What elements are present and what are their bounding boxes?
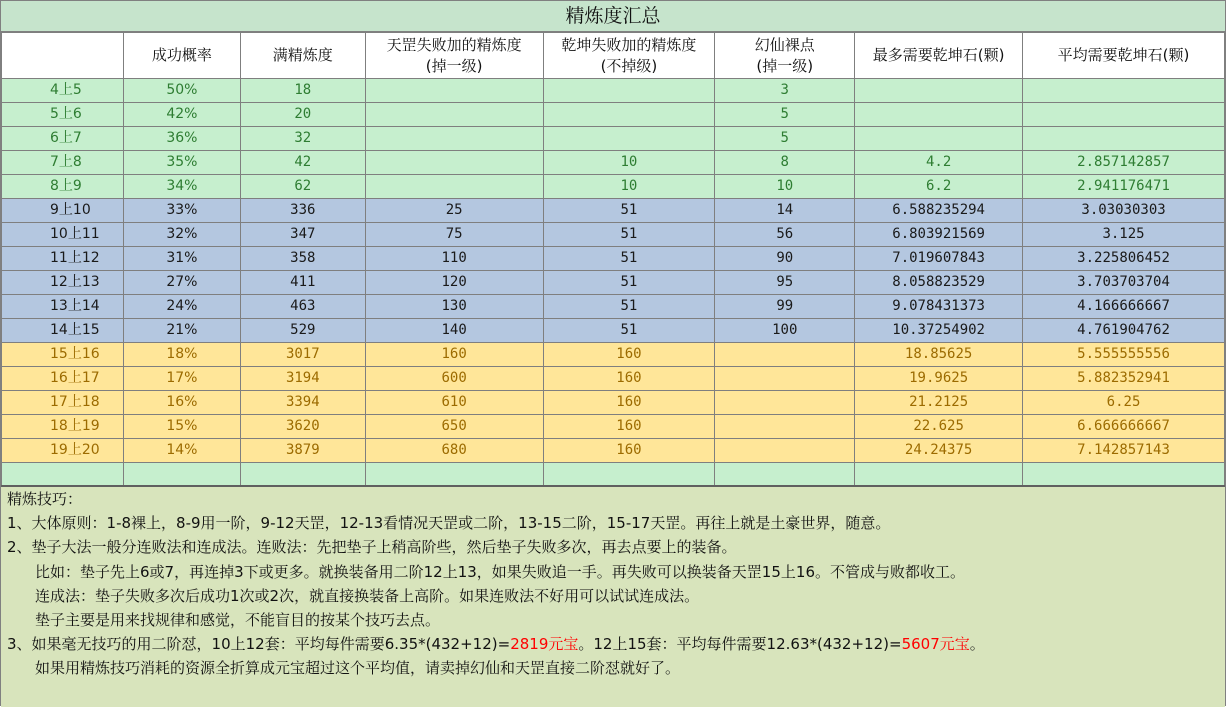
table-cell[interactable]: 7.019607843 [855, 247, 1023, 271]
sheet-title: 精炼度汇总 [1, 1, 1225, 32]
table-cell[interactable]: 34% [123, 175, 240, 199]
column-header [2, 33, 124, 79]
table-cell[interactable]: 10 [715, 175, 855, 199]
table-cell[interactable]: 3.703703704 [1023, 271, 1225, 295]
table-cell[interactable]: 100 [715, 319, 855, 343]
table-cell[interactable]: 50% [123, 79, 240, 103]
table-row [2, 175, 1225, 199]
table-cell[interactable]: 5 [715, 103, 855, 127]
column-header: 最多需要乾坤石(颗) [855, 33, 1023, 79]
table-cell[interactable]: 32% [123, 223, 240, 247]
empty-row [2, 463, 1225, 487]
table-row [2, 223, 1225, 247]
table-cell[interactable]: 3.03030303 [1023, 199, 1225, 223]
table-cell[interactable]: 3.125 [1023, 223, 1225, 247]
table-cell[interactable]: 6.803921569 [855, 223, 1023, 247]
tip-line: 1、大体原则：1-8裸上，8-9用一阶，9-12天罡，12-13看情况天罡或二阶，13-15二阶，15-17天罡。再往上就是土豪世界，随意。 [7, 514, 891, 533]
table-cell[interactable]: 8 [715, 151, 855, 175]
header-row [2, 33, 1225, 79]
table-cell[interactable]: 8.058823529 [855, 271, 1023, 295]
column-header: 平均需要乾坤石(颗) [1023, 33, 1225, 79]
table-cell[interactable] [365, 151, 543, 175]
table-cell[interactable]: 10上11 [2, 223, 124, 247]
table-row [2, 367, 1225, 391]
table-cell[interactable]: 7上8 [2, 151, 124, 175]
table-cell[interactable]: 42% [123, 103, 240, 127]
table-cell[interactable]: 51 [543, 199, 715, 223]
table-cell[interactable]: 75 [365, 223, 543, 247]
tip-text: 。12上15套：平均每件需要12.63*(432+12)= [578, 635, 902, 654]
table-cell[interactable] [123, 463, 240, 487]
table-cell[interactable]: 24% [123, 295, 240, 319]
table-cell[interactable]: 110 [365, 247, 543, 271]
table-cell[interactable]: 17% [123, 367, 240, 391]
table-cell[interactable]: 3394 [240, 391, 365, 415]
table-cell[interactable]: 463 [240, 295, 365, 319]
column-header: 天罡失败加的精炼度 (掉一级) [365, 33, 543, 79]
table-cell[interactable]: 15上16 [2, 343, 124, 367]
table-cell[interactable]: 4上5 [2, 79, 124, 103]
table-cell[interactable] [715, 463, 855, 487]
tips-heading: 精炼技巧： [7, 490, 83, 508]
table-row [2, 151, 1225, 175]
table-cell[interactable]: 650 [365, 415, 543, 439]
tips-section [1, 485, 1225, 707]
table-cell[interactable]: 120 [365, 271, 543, 295]
table-cell[interactable] [543, 127, 715, 151]
table-cell[interactable]: 5.555555556 [1023, 343, 1225, 367]
table-cell[interactable]: 600 [365, 367, 543, 391]
table-cell[interactable]: 10.37254902 [855, 319, 1023, 343]
table-cell[interactable]: 16% [123, 391, 240, 415]
column-header: 乾坤失败加的精炼度 (不掉级) [543, 33, 715, 79]
table-row [2, 343, 1225, 367]
table-row [2, 103, 1225, 127]
table-cell[interactable] [715, 367, 855, 391]
table-cell[interactable] [365, 103, 543, 127]
table-cell[interactable]: 62 [240, 175, 365, 199]
table-cell[interactable]: 160 [543, 367, 715, 391]
table-cell[interactable]: 35% [123, 151, 240, 175]
table-cell[interactable]: 4.2 [855, 151, 1023, 175]
table-cell[interactable]: 21% [123, 319, 240, 343]
table-row [2, 79, 1225, 103]
column-header: 满精炼度 [240, 33, 365, 79]
table-row [2, 271, 1225, 295]
table-cell[interactable]: 10 [543, 151, 715, 175]
cost-highlight: 5607元宝 [901, 635, 970, 654]
table-cell[interactable]: 336 [240, 199, 365, 223]
table-cell[interactable]: 14 [715, 199, 855, 223]
table-cell[interactable]: 99 [715, 295, 855, 319]
table-cell[interactable]: 2.857142857 [1023, 151, 1225, 175]
table-cell[interactable]: 24.24375 [855, 439, 1023, 463]
table-cell[interactable]: 5.882352941 [1023, 367, 1225, 391]
table-cell[interactable] [1023, 127, 1225, 151]
table-cell[interactable]: 15% [123, 415, 240, 439]
tip-line: 比如：垫子先上6或7，再连掉3下或更多。就换装备用二阶12上13，如果失败追一手。再失败可以换装备天罡15上16。不管成与败都收工。 [35, 562, 965, 581]
table-cell[interactable]: 160 [543, 439, 715, 463]
table-cell[interactable]: 13上14 [2, 295, 124, 319]
column-header: 幻仙裸点 (掉一级) [715, 33, 855, 79]
table-cell[interactable]: 25 [365, 199, 543, 223]
table-row [2, 391, 1225, 415]
table-cell[interactable] [543, 103, 715, 127]
table-cell[interactable] [2, 463, 124, 487]
table-cell[interactable]: 3879 [240, 439, 365, 463]
table-cell[interactable]: 6.666666667 [1023, 415, 1225, 439]
table-cell[interactable] [1023, 79, 1225, 103]
table-cell[interactable]: 90 [715, 247, 855, 271]
table-cell[interactable]: 610 [365, 391, 543, 415]
table-cell[interactable]: 3194 [240, 367, 365, 391]
table-cell[interactable]: 12上13 [2, 271, 124, 295]
tip-line: 2、垫子大法一般分连败法和连成法。连败法：先把垫子上稍高阶些，然后垫子失败多次，再去点要上的装备。 [7, 538, 737, 557]
table-cell[interactable]: 5 [715, 127, 855, 151]
table-cell[interactable]: 7.142857143 [1023, 439, 1225, 463]
table-cell[interactable]: 2.941176471 [1023, 175, 1225, 199]
table-cell[interactable] [855, 127, 1023, 151]
table-cell[interactable]: 14% [123, 439, 240, 463]
table-cell[interactable]: 18 [240, 79, 365, 103]
tip-line [1, 632, 1225, 656]
table-cell[interactable]: 8上9 [2, 175, 124, 199]
table-cell[interactable]: 33% [123, 199, 240, 223]
table-cell[interactable]: 10 [543, 175, 715, 199]
table-cell[interactable]: 160 [543, 343, 715, 367]
table-cell[interactable] [543, 463, 715, 487]
column-header: 成功概率 [123, 33, 240, 79]
table-cell[interactable] [365, 127, 543, 151]
tip-line: 如果用精炼技巧消耗的资源全折算成元宝超过这个平均值，请卖掉幻仙和天罡直接二阶怼就好了。 [35, 659, 681, 678]
table-cell[interactable] [855, 79, 1023, 103]
table-cell[interactable] [1023, 463, 1225, 487]
table-cell[interactable]: 3 [715, 79, 855, 103]
table-cell[interactable]: 19上20 [2, 439, 124, 463]
table-cell[interactable] [365, 79, 543, 103]
table-cell[interactable]: 680 [365, 439, 543, 463]
table-row [2, 127, 1225, 151]
table-cell[interactable]: 27% [123, 271, 240, 295]
table-cell[interactable]: 529 [240, 319, 365, 343]
table-cell[interactable]: 5上6 [2, 103, 124, 127]
table-cell[interactable]: 4.761904762 [1023, 319, 1225, 343]
table-cell[interactable]: 160 [543, 391, 715, 415]
table-cell[interactable]: 6.588235294 [855, 199, 1023, 223]
table-cell[interactable]: 18.85625 [855, 343, 1023, 367]
table-cell[interactable]: 6.2 [855, 175, 1023, 199]
table-cell[interactable]: 36% [123, 127, 240, 151]
table-cell[interactable]: 51 [543, 319, 715, 343]
table-cell[interactable]: 51 [543, 247, 715, 271]
table-cell[interactable]: 11上12 [2, 247, 124, 271]
table-row [2, 247, 1225, 271]
table-row [2, 319, 1225, 343]
table-cell[interactable]: 9上10 [2, 199, 124, 223]
table-cell[interactable]: 16上17 [2, 367, 124, 391]
table-cell[interactable] [365, 463, 543, 487]
cost-highlight: 2819元宝 [510, 635, 579, 654]
tip-line: 垫子主要是用来找规律和感觉，不能盲目的按某个技巧去点。 [35, 611, 441, 630]
table-cell[interactable]: 411 [240, 271, 365, 295]
table-cell[interactable]: 17上18 [2, 391, 124, 415]
table-cell[interactable]: 140 [365, 319, 543, 343]
table-cell[interactable]: 22.625 [855, 415, 1023, 439]
table-cell[interactable] [1023, 103, 1225, 127]
table-cell[interactable]: 160 [543, 415, 715, 439]
table-cell[interactable]: 4.166666667 [1023, 295, 1225, 319]
table-cell[interactable] [855, 463, 1023, 487]
table-cell[interactable]: 347 [240, 223, 365, 247]
table-cell[interactable] [715, 343, 855, 367]
table-cell[interactable] [240, 463, 365, 487]
table-cell[interactable]: 20 [240, 103, 365, 127]
table-row [2, 439, 1225, 463]
table-cell[interactable]: 56 [715, 223, 855, 247]
table-cell[interactable]: 32 [240, 127, 365, 151]
tip-line: 连成法：垫子失败多次后成功1次或2次，就直接换装备上高阶。如果连败法不好用可以试试连成法。 [35, 586, 700, 605]
table-cell[interactable] [715, 391, 855, 415]
tip-text: 3、如果毫无技巧的用二阶怼，10上12套：平均每件需要6.35*(432+12)= [7, 635, 511, 654]
table-cell[interactable]: 6.25 [1023, 391, 1225, 415]
table-cell[interactable]: 18上19 [2, 415, 124, 439]
tip-text: 。 [969, 635, 985, 654]
table-cell[interactable] [543, 79, 715, 103]
table-cell[interactable]: 6上7 [2, 127, 124, 151]
table-cell[interactable] [855, 103, 1023, 127]
table-cell[interactable]: 3.225806452 [1023, 247, 1225, 271]
table-row [2, 199, 1225, 223]
table-cell[interactable]: 19.9625 [855, 367, 1023, 391]
table-cell[interactable]: 51 [543, 295, 715, 319]
table-cell[interactable]: 21.2125 [855, 391, 1023, 415]
table-cell[interactable]: 3620 [240, 415, 365, 439]
table-cell[interactable]: 14上15 [2, 319, 124, 343]
table-cell[interactable]: 9.078431373 [855, 295, 1023, 319]
refine-table [1, 32, 1225, 487]
table-cell[interactable]: 18% [123, 343, 240, 367]
table-row [2, 295, 1225, 319]
table-cell[interactable]: 3017 [240, 343, 365, 367]
table-cell[interactable] [365, 175, 543, 199]
table-cell[interactable]: 51 [543, 223, 715, 247]
table-cell[interactable]: 95 [715, 271, 855, 295]
table-cell[interactable]: 31% [123, 247, 240, 271]
table-cell[interactable]: 358 [240, 247, 365, 271]
table-cell[interactable]: 130 [365, 295, 543, 319]
table-cell[interactable] [715, 439, 855, 463]
table-cell[interactable]: 42 [240, 151, 365, 175]
table-cell[interactable]: 160 [365, 343, 543, 367]
table-cell[interactable]: 51 [543, 271, 715, 295]
table-row [2, 415, 1225, 439]
table-cell[interactable] [715, 415, 855, 439]
